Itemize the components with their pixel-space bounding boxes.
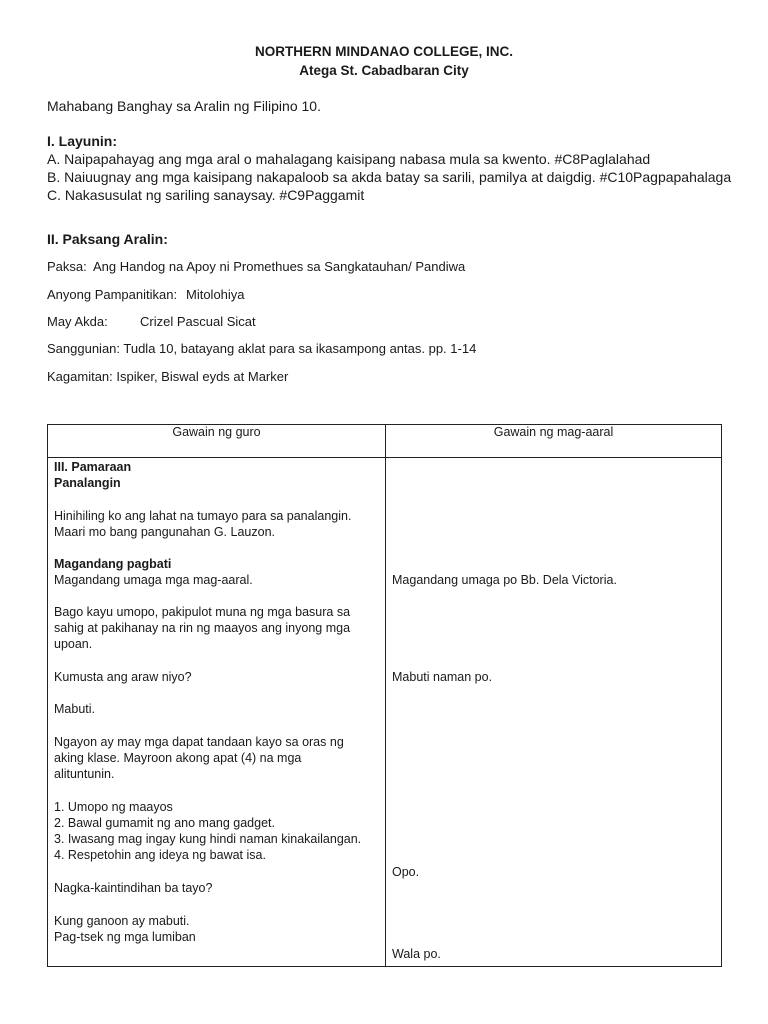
- teacher-line: aking klase. Mayroon akong apat (4) na mga: [54, 751, 302, 765]
- teacher-line: alituntunin.: [54, 767, 115, 781]
- teacher-line: Magandang umaga mga mag-aaral.: [54, 573, 253, 587]
- teacher-line: Bago kayu umopo, pakipulot muna ng mga basura sa: [54, 605, 351, 619]
- teacher-line: Kumusta ang araw niyo?: [54, 670, 192, 684]
- school-address: Atega St. Cabadbaran City: [299, 63, 469, 78]
- sanggunian: Sanggunian: Tudla 10, batayang aklat para sa ikasampong antas. pp. 1-14: [47, 341, 477, 356]
- teacher-line: Maari mo bang pangunahan G. Lauzon.: [54, 525, 275, 539]
- teacher-line: Kung ganoon ay mabuti.: [54, 914, 190, 928]
- paksa-value: Ang Handog na Apoy ni Promethues sa Sangkatauhan/ Pandiwa: [93, 259, 466, 274]
- greeting-heading: Magandang pagbati: [54, 557, 172, 571]
- student-response: Wala po.: [392, 947, 441, 961]
- table-body-row: [48, 458, 722, 967]
- objectives-heading: I. Layunin:: [47, 133, 117, 149]
- school-name: NORTHERN MINDANAO COLLEGE, INC.: [255, 44, 513, 59]
- paksa-label: Paksa:: [47, 259, 87, 274]
- teacher-line: Ngayon ay may mga dapat tandaan kayo sa oras ng: [54, 735, 344, 749]
- objective-b: B. Naiuugnay ang mga kaisipang nakapaloob sa akda batay sa sarili, pamilya at daigdig. #C10Pagpapahalaga: [47, 169, 732, 185]
- akda-value: Crizel Pascual Sicat: [140, 314, 256, 329]
- teacher-cell: [48, 458, 386, 967]
- rule-item: 2. Bawal gumamit ng ano mang gadget.: [54, 816, 275, 830]
- subject-matter-heading: II. Paksang Aralin:: [47, 231, 168, 247]
- teacher-line: Hinihiling ko ang lahat na tumayo para sa panalangin.: [54, 509, 352, 523]
- rule-item: 3. Iwasang mag ingay kung hindi naman kinakailangan.: [54, 832, 362, 846]
- kagamitan: Kagamitan: Ispiker, Biswal eyds at Marker: [47, 369, 289, 384]
- procedure-heading: III. Pamaraan: [54, 460, 132, 474]
- table-header-row: [48, 425, 722, 458]
- rule-item: 1. Umopo ng maayos: [54, 800, 173, 814]
- teacher-line: sahig at pakihanay na rin ng maayos ang inyong mga: [54, 621, 351, 635]
- lesson-table: [47, 424, 722, 967]
- anyo-value: Mitolohiya: [186, 287, 245, 302]
- col-header-student: Gawain ng mag-aaral: [386, 425, 722, 458]
- rule-item: 4. Respetohin ang ideya ng bawat isa.: [54, 848, 266, 862]
- akda-label: May Akda:: [47, 314, 108, 329]
- anyo-label: Anyong Pampanitikan:: [47, 287, 178, 302]
- objective-a: A. Naipapahayag ang mga aral o mahalagang kaisipang nabasa mula sa kwento. #C8Paglalahad: [47, 151, 651, 167]
- plan-title: Mahabang Banghay sa Aralin ng Filipino 10.: [47, 98, 321, 114]
- teacher-line: upoan.: [54, 637, 93, 651]
- teacher-line: Mabuti.: [54, 702, 95, 716]
- student-response: Magandang umaga po Bb. Dela Victoria.: [392, 573, 617, 587]
- student-cell: [386, 458, 722, 967]
- teacher-line: Pag-tsek ng mga lumiban: [54, 930, 196, 944]
- student-response: Mabuti naman po.: [392, 670, 493, 684]
- teacher-line: Nagka-kaintindihan ba tayo?: [54, 881, 213, 895]
- objective-c: C. Nakasusulat ng sariling sanaysay. #C9Paggamit: [47, 187, 365, 203]
- prayer-heading: Panalangin: [54, 476, 121, 490]
- col-header-teacher: Gawain ng guro: [48, 425, 386, 458]
- student-response: Opo.: [392, 865, 420, 879]
